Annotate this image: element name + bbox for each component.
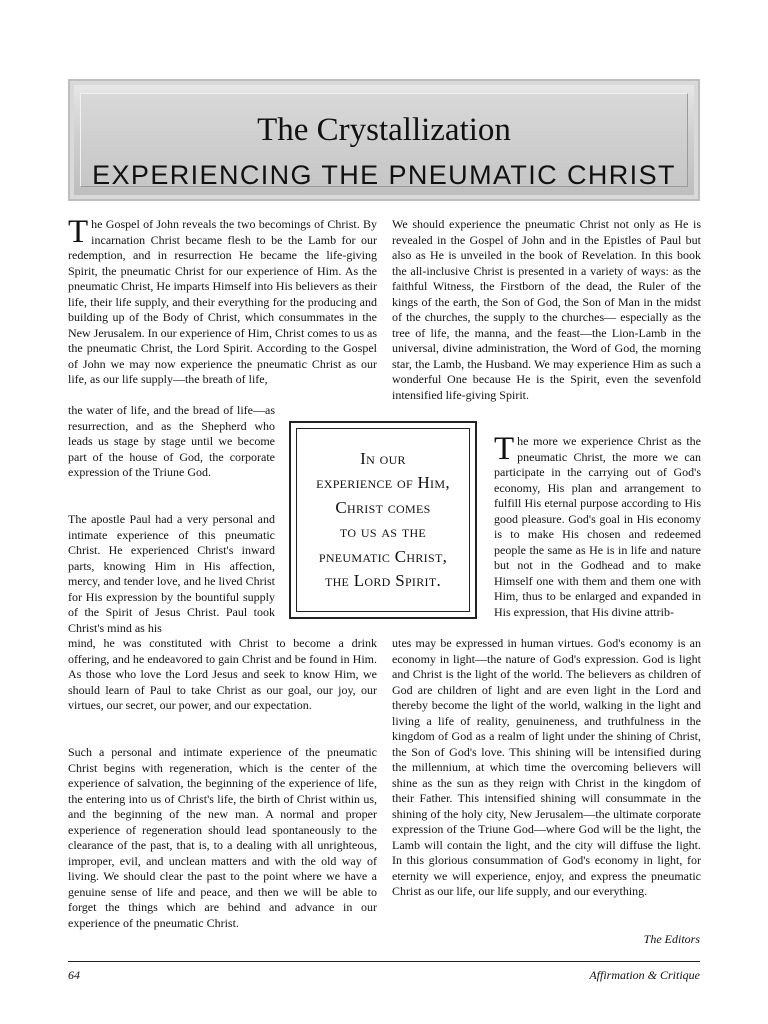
journal-name: Affirmation & Critique — [589, 968, 700, 982]
banner-subtitle: EXPERIENCING THE PNEUMATIC CHRIST — [92, 160, 676, 190]
left-paragraph-1-continued: the water of life, and the bread of life—as resurrection, and as the Shepherd who leads us stage by stage until we become part of the house of God, the corporate expression of the Triune God. — [68, 403, 275, 479]
pull-quote-line: Christ comes — [335, 497, 431, 517]
pull-quote-line: the Lord Spirit. — [324, 571, 442, 590]
pull-quote-line: pneumatic Christ, — [318, 546, 448, 566]
footer-rule — [68, 961, 700, 962]
pull-quote-inner-frame — [296, 428, 470, 612]
title-banner-inner — [80, 93, 688, 190]
pull-quote-line: to us as the — [339, 522, 427, 541]
left-paragraph-2-continued: mind, he was constituted with Christ to become a drink offering, and he endeavored to gain Christ and be found in Him. As those who love the Lord Jesus and seek to know Him, we should learn of Paul to take Christ as our goal, our joy, our virtues, our secret, our power, and our expectation. — [68, 636, 377, 712]
banner-title: The Crystallization — [257, 112, 511, 148]
left-paragraph-3: Such a personal and intimate experience of the pneumatic Christ begins with regeneration, which is the center of the experience of salvation, the beginning of the experience of life, the entering into us of Christ's life, the birth of Christ within us, and the beginning of the new man. A normal and proper experience of regeneration should lead spontaneously to the clearance of the past, that is, to a dealing with all unrighteous, improper, evil, and unclean matters and with the old way of living. We should clear the past to the point where we have a genuine sense of life and peace, and then we will be able to forget the things which are behind and advance in our experience of the pneumatic Christ. — [68, 745, 377, 930]
right-paragraph-2-text: he more we experience Christ as the pneumatic Christ, the more we can participate in the carrying out of God's economy, His plan and arrangement to fulfill His eternal purpose according to His good pleasure. God's goal in His economy is to make His chosen and redeemed people the same as He is in life and nature but not in the Godhead and to make Himself one with them and them one with Him, thus to be enlarged and expanded in His expression, that His divine attrib- — [494, 434, 701, 619]
drop-cap: T — [494, 431, 515, 467]
title-banner — [68, 79, 700, 201]
pull-quote — [316, 447, 450, 594]
left-paragraph-2: The apostle Paul had a very personal and intimate experience of this pneumatic Christ. He experienced Christ's inward parts, knowing Him in His affection, mercy, and tender love, and he lived Christ for His expression by the bountiful supply of the Spirit of Jesus Christ. Paul took Christ's mind as his — [68, 512, 275, 635]
right-paragraph-2 — [494, 431, 701, 620]
left-paragraph-1-text: he Gospel of John reveals the two becomings of Christ. By incarnation Christ became flesh to be the Lamb for our redemption, and in resurrection He became the life-giving Spirit, the pneumatic Christ for our experience of Him. As the pneumatic Christ, He imparts Himself into His believers as their life, their life supply, and their everything for the producing and building up of the Body of Christ, which consummates in the New Jerusalem. In our experience of Him, Christ comes to us as the pneumatic Christ, the Lord Spirit. According to the Gospel of John we may now experience the pneumatic Christ as our life, as our life supply—the breath of life, — [68, 217, 377, 386]
page-number: 64 — [68, 968, 80, 982]
right-paragraph-1: We should experience the pneumatic Christ not only as He is revealed in the Gospel of John and in the Epistles of Paul but also as He is unveiled in the book of Revelation. In this book the all-inclusive Christ is presented in a variety of ways: as the faithful Witness, the Firstborn of the dead, the Ruler of the kings of the earth, the Son of God, the Son of Man in the midst of the churches, the supply to the churches— especially as the tree of life, the manna, and the feast—the Lion-Lamb in the universal, divine administration, the Word of God, the morning star, the Lamb, the Husband. We may experience Him as such a wonderful One because He is the Spirit, even the sevenfold intensified life-giving Spirit. — [392, 217, 701, 402]
pull-quote-line: experience of Him, — [316, 473, 450, 492]
pull-quote-line: In our — [360, 448, 406, 468]
drop-cap: T — [68, 214, 89, 250]
pull-quote-box — [289, 421, 477, 619]
editors-signature: The Editors — [643, 932, 700, 946]
right-paragraph-2-continued: utes may be expressed in human virtues. God's economy is an economy in light—the nature of God's expression. God is light and Christ is the light of the world. The believers as children of God are children of light and are even light in the Lord and thereby become the light of the world, walking in the light and living a life of reality, genuineness, and truthfulness in the kingdom of God as a realm of light under the shining of Christ, the Son of God's love. This shining will be intensified during the millennium, at which time the overcoming believers will shine as the sun as they reign with Christ in the kingdom of their Father. This intensified shining will consummate in the shining of the holy city, New Jerusalem—the ultimate corporate expression of the Triune God—where God will be the light, the Lamb will contain the light, and the city will diffuse the light. In this glorious consummation of God's economy in light, for eternity we will experience, enjoy, and express the pneumatic Christ as our life, our life supply, and our everything. — [392, 636, 701, 898]
left-paragraph-1 — [68, 214, 377, 388]
